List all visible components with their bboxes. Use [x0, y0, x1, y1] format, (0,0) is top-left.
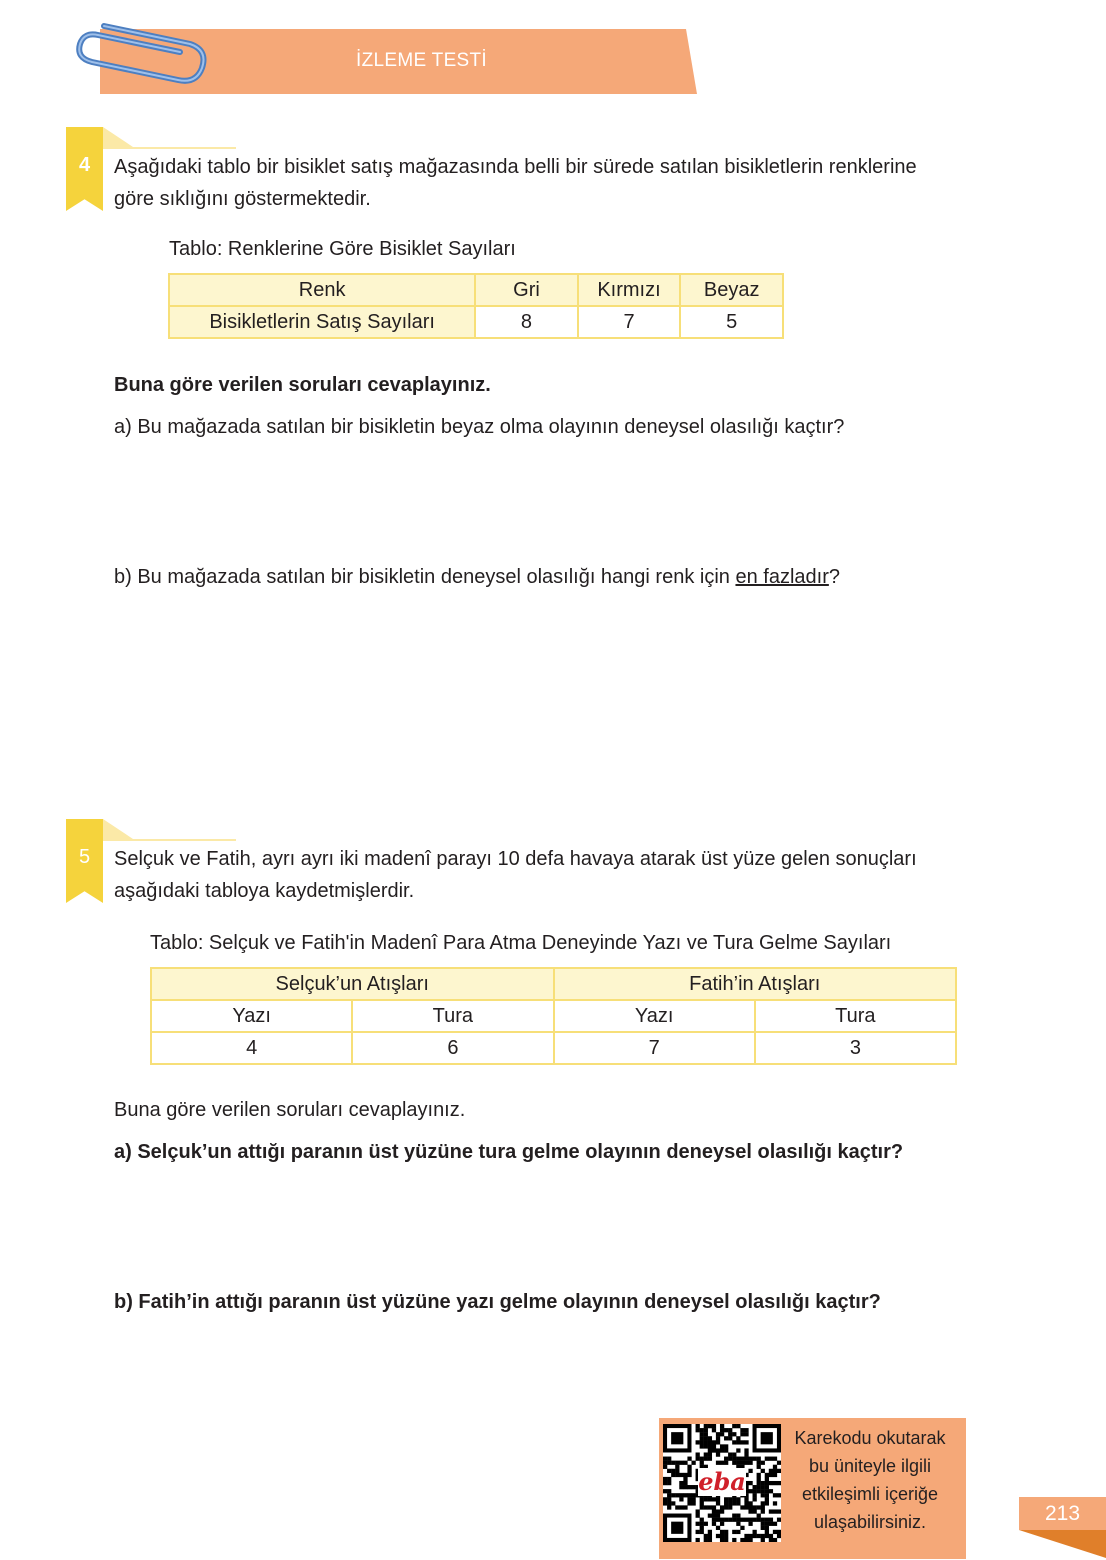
qr-text-line: Karekodu okutarak: [794, 1428, 946, 1448]
q4-question-b: [114, 561, 840, 593]
qr-text-line: bu üniteyle ilgili: [808, 1456, 932, 1476]
qr-description: [784, 1424, 956, 1536]
qr-info-box: [659, 1418, 966, 1559]
qr-text-line: etkileşimli içeriğe: [801, 1484, 939, 1504]
q5-intro-line1: Selçuk ve Fatih, ayrı ayrı iki madenî parayı 10 defa havaya atarak üst yüze gelen sonuçları: [114, 848, 917, 870]
table-cell: 7: [578, 306, 681, 338]
table-cell: 5: [680, 306, 783, 338]
question-corner: [103, 819, 133, 839]
q4-question-b-suffix: ?: [828, 566, 840, 588]
q4-question-b-underlined: en fazladır: [735, 566, 829, 588]
table-cell: 3: [755, 1032, 956, 1064]
table-cell: 8: [475, 306, 577, 338]
table-group-header-row: [151, 968, 956, 1000]
table-header-cell: Gri: [475, 274, 577, 306]
table-row: [151, 1032, 956, 1064]
table-cell: 7: [554, 1032, 755, 1064]
qr-code[interactable]: [663, 1424, 781, 1542]
q4-data-table: [168, 273, 784, 339]
table-header-cell: Renk: [169, 274, 475, 306]
table-header-row: [169, 274, 783, 306]
q4-intro-line1: Aşağıdaki tablo bir bisiklet satış mağazasında belli bir sürede satılan bisikletlerin renklerine: [114, 156, 917, 178]
q5-intro-line2: aşağıdaki tabloya kaydetmişlerdir.: [114, 880, 415, 902]
table-group-header: Fatih’in Atışları: [554, 968, 957, 1000]
qr-text-line: ulaşabilirsiniz.: [813, 1512, 927, 1532]
q4-intro-line2: göre sıklığını göstermektedir.: [114, 188, 371, 210]
table-cell: 6: [352, 1032, 553, 1064]
q5-question-b: b) Fatih’in attığı paranın üst yüzüne yazı gelme olayının deneysel olasılığı kaçtır?: [114, 1291, 881, 1313]
q5-question-a: a) Selçuk’un attığı paranın üst yüzüne tura gelme olayının deneysel olasılığı kaçtır?: [114, 1141, 904, 1163]
q5-data-table: [150, 967, 957, 1065]
q4-question-a: a) Bu mağazada satılan bir bisikletin beyaz olma olayının deneysel olasılığı kaçtır?: [114, 416, 845, 438]
q5-instruction: Buna göre verilen soruları cevaplayınız.: [114, 1099, 466, 1121]
table-subheader-cell: Yazı: [554, 1000, 755, 1032]
table-cell: 4: [151, 1032, 352, 1064]
eba-logo: eba: [698, 1467, 746, 1496]
question-corner: [103, 127, 133, 147]
q5-table-caption: Tablo: Selçuk ve Fatih'in Madenî Para Atma Deneyinde Yazı ve Tura Gelme Sayıları: [150, 932, 892, 954]
question-rule: [103, 147, 236, 149]
q4-question-b-prefix: b) Bu mağazada satılan bir bisikletin deneysel olasılığı hangi renk için: [114, 566, 736, 588]
paperclip-icon: [62, 18, 212, 98]
table-group-header: Selçuk’un Atışları: [151, 968, 554, 1000]
q4-table-caption: Tablo: Renklerine Göre Bisiklet Sayıları: [169, 238, 516, 260]
table-row-label: Bisikletlerin Satış Sayıları: [169, 306, 475, 338]
q4-instruction: Buna göre verilen soruları cevaplayınız.: [114, 374, 491, 396]
page-corner-fold: [1019, 1530, 1106, 1558]
table-row: [169, 306, 783, 338]
table-subheader-cell: Tura: [352, 1000, 553, 1032]
page-number: 213: [1019, 1497, 1106, 1530]
table-subheader-cell: Tura: [755, 1000, 956, 1032]
table-subheader-cell: Yazı: [151, 1000, 352, 1032]
question-number: 4: [78, 154, 91, 176]
question-number: 5: [78, 846, 91, 868]
question-rule: [103, 839, 236, 841]
table-header-cell: Kırmızı: [578, 274, 681, 306]
page-title: İZLEME TESTİ: [356, 50, 487, 71]
table-subheader-row: [151, 1000, 956, 1032]
table-header-cell: Beyaz: [680, 274, 783, 306]
